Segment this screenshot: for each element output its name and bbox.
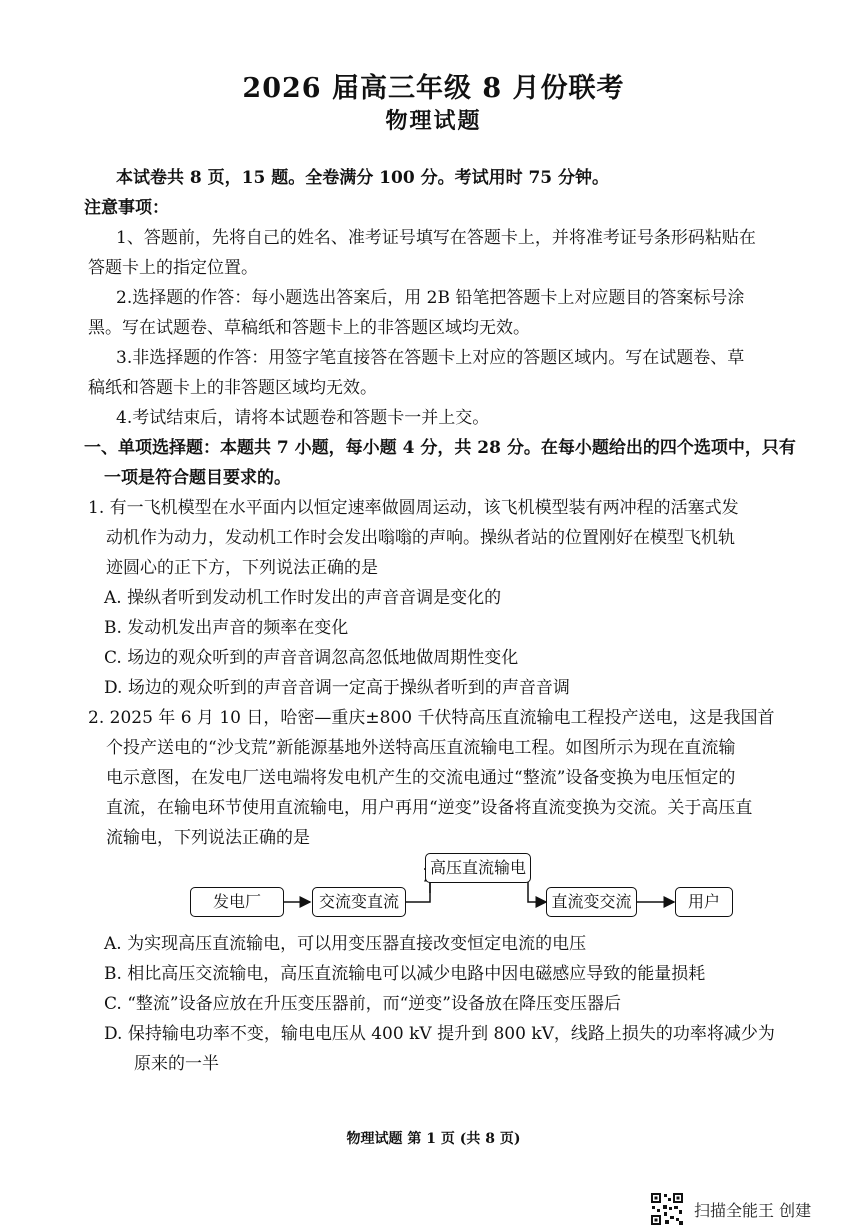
q2-stem-line-4: 直流，在输电环节使用直流输电，用户再用“逆变”设备将直流变换为交流。关于高压直	[106, 798, 753, 818]
note-2-line-1: 2.选择题的作答：每小题选出答案后，用 2B 铅笔把答题卡上对应题目的答案标号涂	[116, 288, 745, 308]
q1-stem-line-1: 1. 有一飞机模型在水平面内以恒定速率做圆周运动，该飞机模型装有两冲程的活塞式发	[88, 498, 739, 518]
note-1-line-1: 1、答题前，先将自己的姓名、准考证号填写在答题卡上，并将准考证号条形码粘贴在	[116, 228, 756, 248]
box-inverter: 直流变交流	[546, 887, 637, 917]
section1-heading-line-1: 一、单项选择题：本题共 7 小题，每小题 4 分，共 28 分。在每小题给出的四个选项中，只有	[84, 438, 796, 458]
q2-option-b: B. 相比高压交流输电，高压直流输电可以减少电路中因电磁感应导致的能量损耗	[104, 964, 706, 984]
q2-option-d: D. 保持输电功率不变，输电电压从 400 kV 提升到 800 kV，线路上损失的功率将减少为	[104, 1024, 775, 1044]
q2-option-c: C. “整流”设备应放在升压变压器前，而“逆变”设备放在降压变压器后	[104, 994, 621, 1014]
note-4-line-1: 4.考试结束后，请将本试题卷和答题卡一并上交。	[116, 408, 490, 428]
exam-summary: 本试卷共 8 页，15 题。全卷满分 100 分。考试用时 75 分钟。	[116, 168, 610, 188]
note-1-line-2: 答题卡上的指定位置。	[88, 258, 258, 278]
box-hvdc: 高压直流输电	[425, 853, 531, 883]
box-rectifier: 交流变直流	[312, 887, 406, 917]
scanner-watermark	[650, 1192, 860, 1226]
q1-stem-line-3: 迹圆心的正下方，下列说法正确的是	[106, 558, 378, 578]
q1-option-d: D. 场边的观众听到的声音音调一定高于操纵者听到的声音音调	[104, 678, 570, 698]
q2-option-a: A. 为实现高压直流输电，可以用变压器直接改变恒定电流的电压	[104, 934, 587, 954]
note-3-line-2: 稿纸和答题卡上的非答题区域均无效。	[88, 378, 377, 398]
q1-option-a: A. 操纵者听到发动机工作时发出的声音音调是变化的	[104, 588, 502, 608]
box-power-plant: 发电厂	[190, 887, 284, 917]
box-user: 用户	[675, 887, 733, 917]
q1-option-b: B. 发动机发出声音的频率在变化	[104, 618, 349, 638]
exam-body	[84, 163, 840, 1079]
hvdc-diagram	[88, 853, 840, 929]
qr-code-icon	[650, 1192, 684, 1226]
page-footer: 物理试题 第 1 页 (共 8 页)	[346, 1131, 521, 1147]
exam-title: 2026 届高三年级 8 月份联考	[242, 73, 625, 104]
section1-heading-line-2: 一项是符合题目要求的。	[104, 468, 291, 488]
q2-stem-line-3: 电示意图，在发电厂送电端将发电机产生的交流电通过“整流”设备变换为电压恒定的	[106, 768, 736, 788]
q2-stem-line-1: 2. 2025 年 6 月 10 日，哈密—重庆±800 千伏特高压直流输电工程投产送电，这是我国首	[88, 708, 775, 728]
exam-subject: 物理试题	[385, 108, 482, 134]
notes-title: 注意事项：	[84, 198, 169, 218]
q1-stem-line-2: 动机作为动力，发动机工作时会发出嗡嗡的声响。操纵者站的位置刚好在模型飞机轨	[106, 528, 735, 548]
q2-option-d-cont: 原来的一半	[134, 1054, 219, 1074]
note-3-line-1: 3.非选择题的作答：用签字笔直接答在答题卡上对应的答题区域内。写在试题卷、草	[116, 348, 745, 368]
note-2-line-2: 黑。写在试题卷、草稿纸和答题卡上的非答题区域均无效。	[88, 318, 530, 338]
q2-stem-line-2: 个投产送电的“沙戈荒”新能源基地外送特高压直流输电工程。如图所示为现在直流输	[106, 738, 736, 758]
watermark-text: 扫描全能王 创建	[694, 1200, 812, 1220]
q2-stem-line-5: 流输电，下列说法正确的是	[106, 828, 310, 848]
q1-option-c: C. 场边的观众听到的声音音调忽高忽低地做周期性变化	[104, 648, 519, 668]
